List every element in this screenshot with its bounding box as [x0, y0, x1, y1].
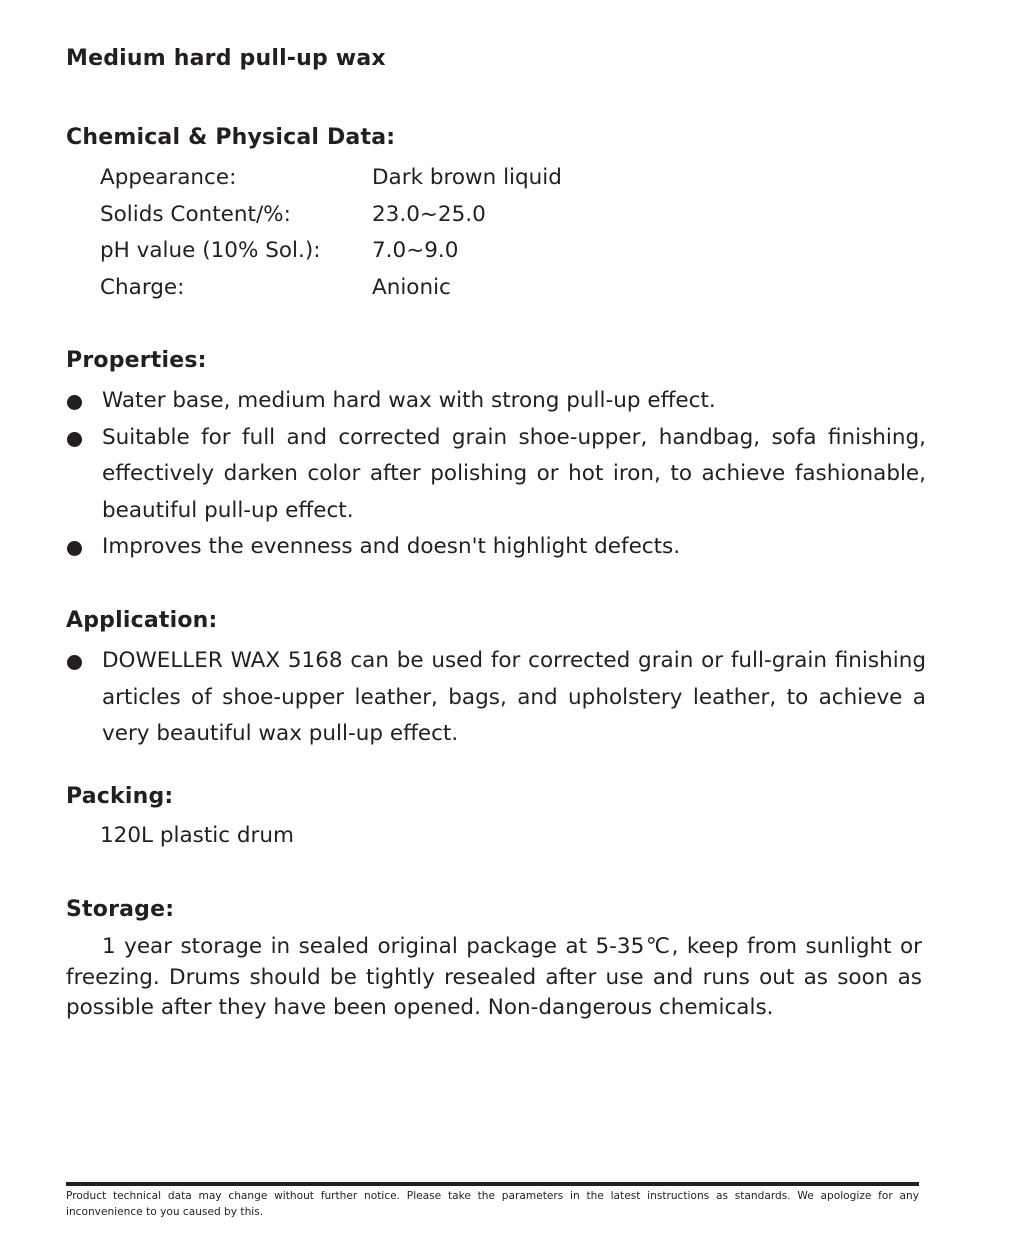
properties-heading: Properties:: [66, 348, 207, 373]
list-item-text: Water base, medium hard wax with strong pull-up effect.: [102, 388, 716, 413]
data-value: Anionic: [372, 274, 451, 300]
storage-text: 1 year storage in sealed original package at 5-35℃, keep from sunlight or freezing. Drums should be tightly resealed after use and runs out as soon as possible after they have been opened. Non-dangerous chemicals.: [66, 934, 922, 1021]
list-item-text: Suitable for full and corrected grain shoe-upper, handbag, sofa finishing, effectively darken color after polishing or hot iron, to achieve fashionable, beautiful pull-up effect.: [102, 424, 926, 523]
list-item-text: Improves the evenness and doesn't highlight defects.: [102, 534, 681, 560]
data-row-ph: [100, 233, 562, 270]
bullet-icon: [67, 541, 82, 556]
chemical-data-table: [100, 160, 562, 306]
data-label: Charge:: [100, 274, 185, 300]
bullet-icon: [67, 395, 82, 410]
application-list: [66, 643, 926, 753]
data-row-charge: [100, 270, 562, 307]
list-item: [66, 643, 926, 753]
footer-divider: [66, 1182, 919, 1186]
list-item: [66, 383, 926, 420]
storage-heading: Storage:: [66, 897, 175, 922]
data-label: Solids Content/%:: [100, 201, 291, 227]
data-label: pH value (10% Sol.):: [100, 238, 321, 264]
chemical-data-heading: Chemical & Physical Data:: [66, 125, 396, 150]
application-heading: Application:: [66, 608, 218, 633]
list-item-text: DOWELLER WAX 5168 can be used for corrected grain or full-grain finishing articles of shoe-upper leather, bags, and upholstery leather, to achieve a very beautiful wax pull-up effect.: [102, 648, 926, 747]
data-value: 23.0~25.0: [372, 201, 486, 227]
list-item: [66, 529, 926, 566]
bullet-icon: [67, 432, 82, 447]
properties-list: [66, 383, 926, 566]
data-row-appearance: [100, 160, 562, 197]
list-item: [66, 420, 926, 530]
data-value: Dark brown liquid: [372, 165, 562, 190]
bullet-icon: [67, 655, 82, 670]
document-title: Medium hard pull-up wax: [66, 46, 386, 71]
packing-text: 120L plastic drum: [100, 823, 294, 848]
footer-disclaimer: Product technical data may change without further notice. Please take the parameters in the latest instructions as standards. We apologize for any inconvenience to you caused by this.: [66, 1190, 919, 1218]
data-row-solids: [100, 197, 562, 234]
data-label: Appearance:: [100, 165, 237, 190]
packing-heading: Packing:: [66, 784, 174, 809]
data-value: 7.0~9.0: [372, 238, 459, 264]
